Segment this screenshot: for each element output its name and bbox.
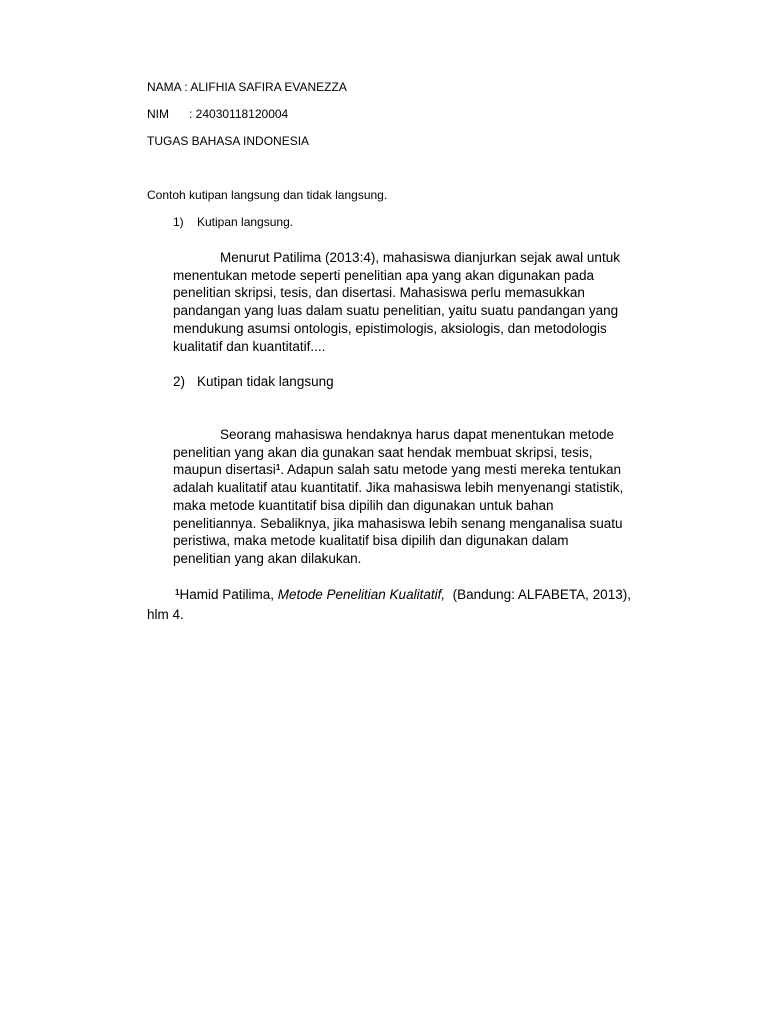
student-name: NAMA : ALIFHIA SAFIRA EVANEZZA (147, 80, 347, 94)
footnote-page: hlm 4. (147, 607, 184, 622)
course-title: TUGAS BAHASA INDONESIA (147, 134, 310, 148)
paragraph-line: penelitian yang akan dilakukan. (173, 550, 362, 566)
section2-number: 2) (173, 374, 186, 389)
paragraph-line: penelitian yang akan dia gunakan saat hendak membuat skripsi, tesis, (173, 444, 593, 460)
footnote-book-title: Metode Penelitian Kualitatif, (277, 587, 446, 602)
paragraph-line: penelitiannya. Sebaliknya, jika mahasiswa lebih senang menganalisa suatu (173, 515, 623, 531)
paragraph-line: maka metode kuantitatif bisa dipilih dan digunakan untuk bahan (173, 497, 554, 513)
intro-text: Contoh kutipan langsung dan tidak langsung. (147, 188, 388, 202)
paragraph-line: adalah kualitatif atau kuantitatif. Jika mahasiswa lebih menyenangi statistik, (173, 480, 624, 496)
footnote-publisher: (Bandung: ALFABETA, 2013), (445, 587, 631, 602)
footnote-line (147, 585, 667, 605)
indirect-quote-paragraph (173, 426, 653, 568)
paragraph-line: peristiwa, maka metode kualitatif bisa dipilih dan digunakan dalam (173, 533, 569, 549)
paragraph-line: pandangan yang luas dalam suatu penelitian, yaitu suatu pandangan yang (173, 303, 619, 319)
text-span: maupun disertasi (173, 462, 276, 478)
footnote-author: Hamid Patilima, (179, 587, 278, 602)
paragraph-line (173, 461, 653, 479)
paragraph-line: kualitatif dan kuantitatif.... (173, 338, 326, 354)
nim-label: NIM (147, 107, 169, 121)
section1-number: 1) (173, 215, 184, 229)
section1-title: Kutipan langsung. (197, 215, 294, 229)
paragraph-line: Menurut Patilima (2013:4), mahasiswa dianjurkan sejak awal untuk (220, 250, 620, 265)
footnote-reference: 1 (275, 463, 281, 473)
paragraph-line: menentukan metode seperti penelitian apa yang akan digunakan pada (173, 267, 595, 283)
text-span: . Adapun salah satu metode yang mesti mereka tentukan (280, 462, 621, 478)
section2-title: Kutipan tidak langsung (197, 374, 334, 389)
footnote-marker: 1 (175, 588, 180, 597)
paragraph-line: mendukung asumsi ontologis, epistimologis, aksiologis, dan metodologis (173, 320, 607, 336)
direct-quote-paragraph (173, 249, 653, 355)
nim-value: : 24030118120004 (189, 107, 289, 121)
student-id (147, 107, 288, 121)
paragraph-line: penelitian skripsi, tesis, dan disertasi. Mahasiswa perlu memasukkan (173, 285, 585, 301)
footnote (147, 585, 667, 625)
paragraph-line: Seorang mahasiswa hendaknya harus dapat menentukan metode (220, 427, 615, 442)
